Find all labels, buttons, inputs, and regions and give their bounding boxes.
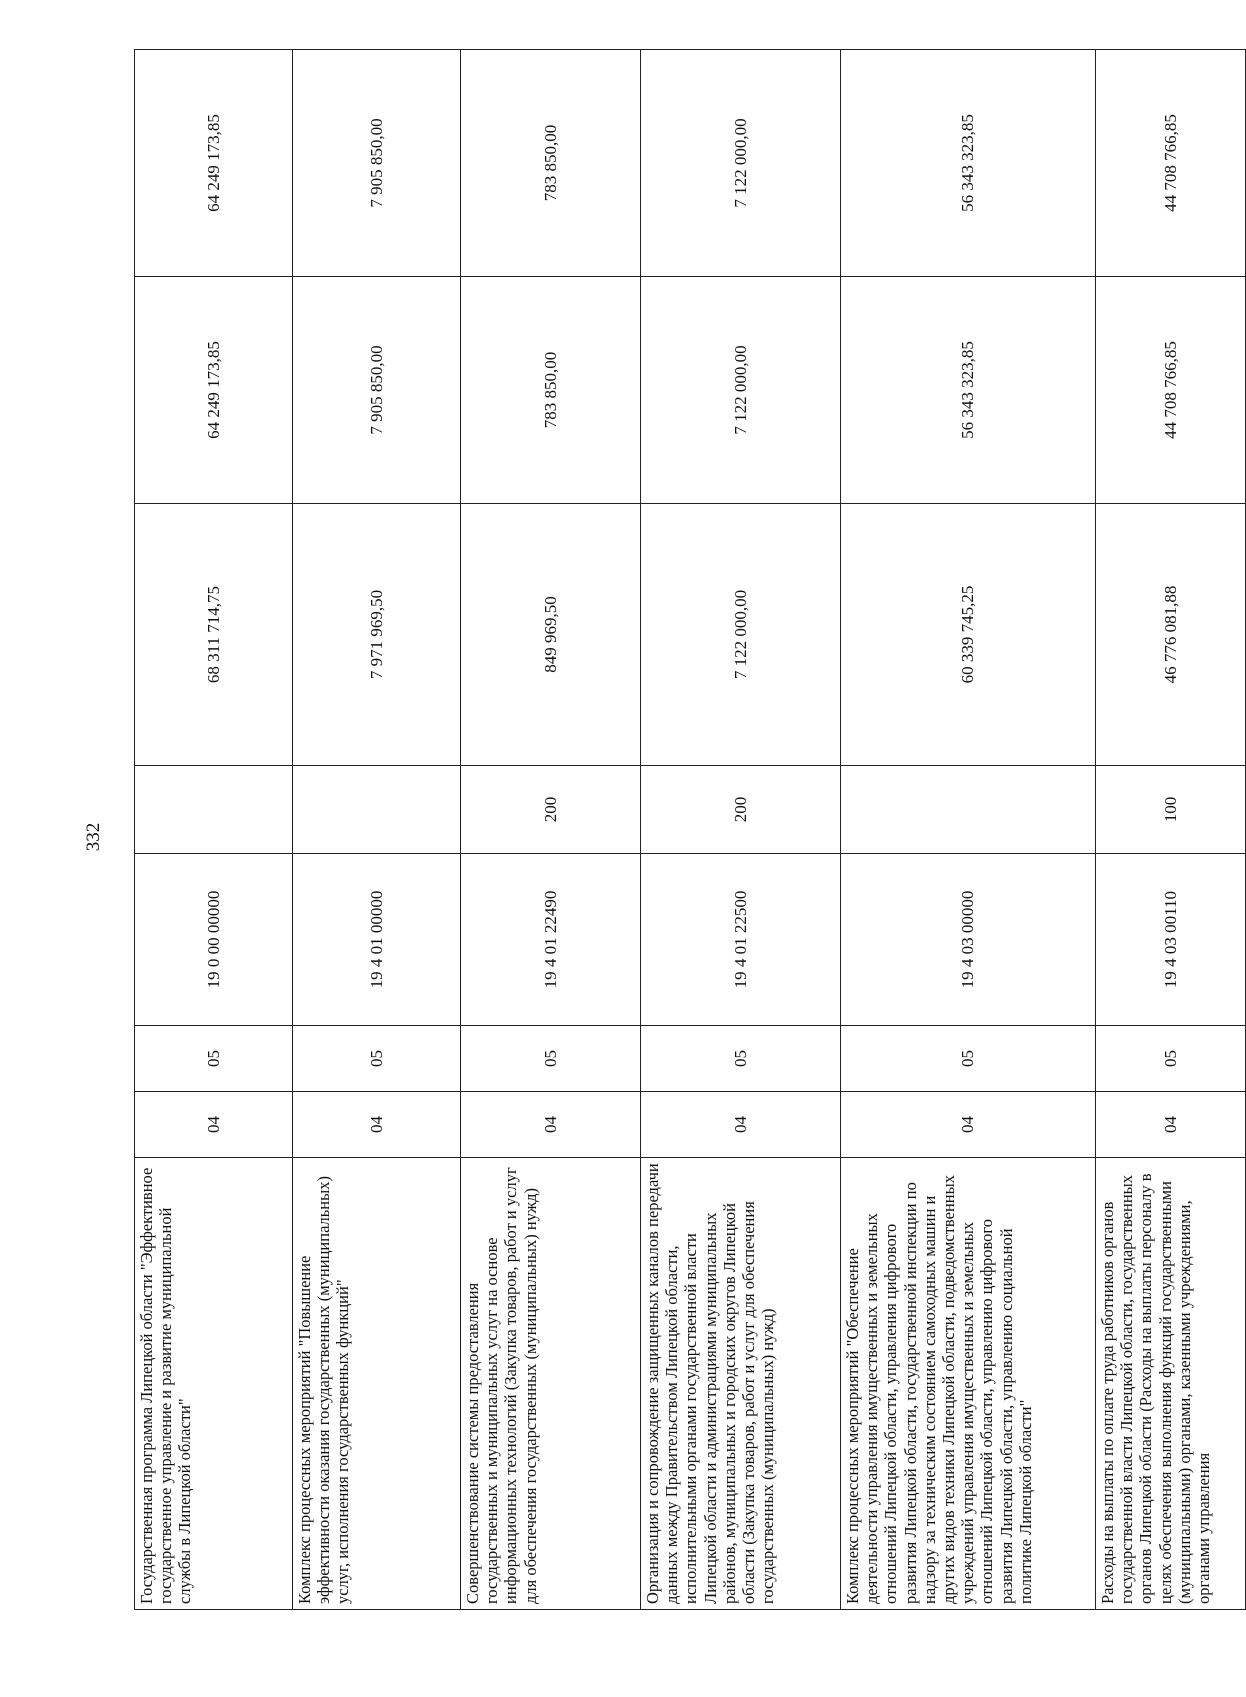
row-sum-3: 7 905 850,00 xyxy=(293,50,461,277)
row-pr: 05 xyxy=(641,1026,841,1092)
row-vr xyxy=(841,766,1096,854)
row-rz: 04 xyxy=(293,1092,461,1158)
row-pr: 05 xyxy=(1096,1026,1246,1092)
row-name: Организация и сопровождение защищенных каналов передачи данных между Правительством Липецкой области, исполнительными органами государственной власти Липецкой области и администрациями муниципальных районов, муниципальных и городских округов Липецкой области (Закупка товаров, работ и услуг для обеспечения государственных (муниципальных) нужд) xyxy=(641,1158,841,1610)
row-vr: 200 xyxy=(461,766,641,854)
row-sum-3: 44 708 766,85 xyxy=(1096,50,1246,277)
row-sum-1: 849 969,50 xyxy=(461,504,641,766)
row-sum-3: 783 850,00 xyxy=(461,50,641,277)
row-sum-3: 64 249 173,85 xyxy=(135,50,293,277)
row-name: Совершенствование системы предоставления государственных и муниципальных услуг на основе информационных технологий (Закупка товаров, работ и услуг для обеспечения государственных (муниципальных) нужд) xyxy=(461,1158,641,1610)
row-vr: 100 xyxy=(1096,766,1246,854)
table-row xyxy=(841,50,1096,1610)
budget-table xyxy=(134,49,1246,1610)
row-name: Комплекс процессных мероприятий "Обеспечение деятельности управления имущественных и земельных отношений Липецкой области, управления цифрового развития Липецкой области, государственной инспекции по надзору за техническим состоянием самоходных машин и других видов техники Липецкой области, подведомственных учреждений управления имущественных и земельных отношений Липецкой области, управлению цифрового развития Липецкой области, управлению социальной политике Липецкой области" xyxy=(841,1158,1096,1610)
row-vr xyxy=(293,766,461,854)
row-csr: 19 4 01 22500 xyxy=(641,854,841,1026)
row-rz: 04 xyxy=(1096,1092,1246,1158)
table-row xyxy=(293,50,461,1610)
row-rz: 04 xyxy=(841,1092,1096,1158)
row-sum-2: 64 249 173,85 xyxy=(135,277,293,504)
row-sum-2: 7 905 850,00 xyxy=(293,277,461,504)
row-sum-2: 56 343 323,85 xyxy=(841,277,1096,504)
row-sum-1: 7 122 000,00 xyxy=(641,504,841,766)
row-sum-1: 46 776 081,88 xyxy=(1096,504,1246,766)
row-sum-1: 7 971 969,50 xyxy=(293,504,461,766)
row-csr: 19 4 01 22490 xyxy=(461,854,641,1026)
row-sum-3: 56 343 323,85 xyxy=(841,50,1096,277)
table-row xyxy=(461,50,641,1610)
row-csr: 19 0 00 00000 xyxy=(135,854,293,1026)
row-sum-2: 44 708 766,85 xyxy=(1096,277,1246,504)
row-sum-2: 7 122 000,00 xyxy=(641,277,841,504)
table-row xyxy=(641,50,841,1610)
row-name: Государственная программа Липецкой области "Эффективное государственное управление и развитие муниципальной службы в Липецкой области" xyxy=(135,1158,293,1610)
row-name: Расходы на выплаты по оплате труда работников органов государственной власти Липецкой области, государственных органов Липецкой области (Расходы на выплаты персоналу в целях обеспечения выполнения функций государственными (муниципальными) органами, казенными учреждениями, органами управления xyxy=(1096,1158,1246,1610)
row-csr: 19 4 01 00000 xyxy=(293,854,461,1026)
row-rz: 04 xyxy=(641,1092,841,1158)
budget-table-rotated xyxy=(134,50,1214,1610)
row-pr: 05 xyxy=(461,1026,641,1092)
row-pr: 05 xyxy=(135,1026,293,1092)
row-vr: 200 xyxy=(641,766,841,854)
row-csr: 19 4 03 00110 xyxy=(1096,854,1246,1026)
row-rz: 04 xyxy=(461,1092,641,1158)
row-sum-1: 60 339 745,25 xyxy=(841,504,1096,766)
table-row xyxy=(135,50,293,1610)
row-sum-3: 7 122 000,00 xyxy=(641,50,841,277)
table-row xyxy=(1096,50,1246,1610)
row-name: Комплекс процессных мероприятий "Повышение эффективности оказания государственных (муниципальных) услуг, исполнения государственных функций" xyxy=(293,1158,461,1610)
row-rz: 04 xyxy=(135,1092,293,1158)
row-sum-1: 68 311 714,75 xyxy=(135,504,293,766)
row-vr xyxy=(135,766,293,854)
row-sum-2: 783 850,00 xyxy=(461,277,641,504)
row-pr: 05 xyxy=(293,1026,461,1092)
page-number: 332 xyxy=(83,822,104,852)
row-pr: 05 xyxy=(841,1026,1096,1092)
row-csr: 19 4 03 00000 xyxy=(841,854,1096,1026)
